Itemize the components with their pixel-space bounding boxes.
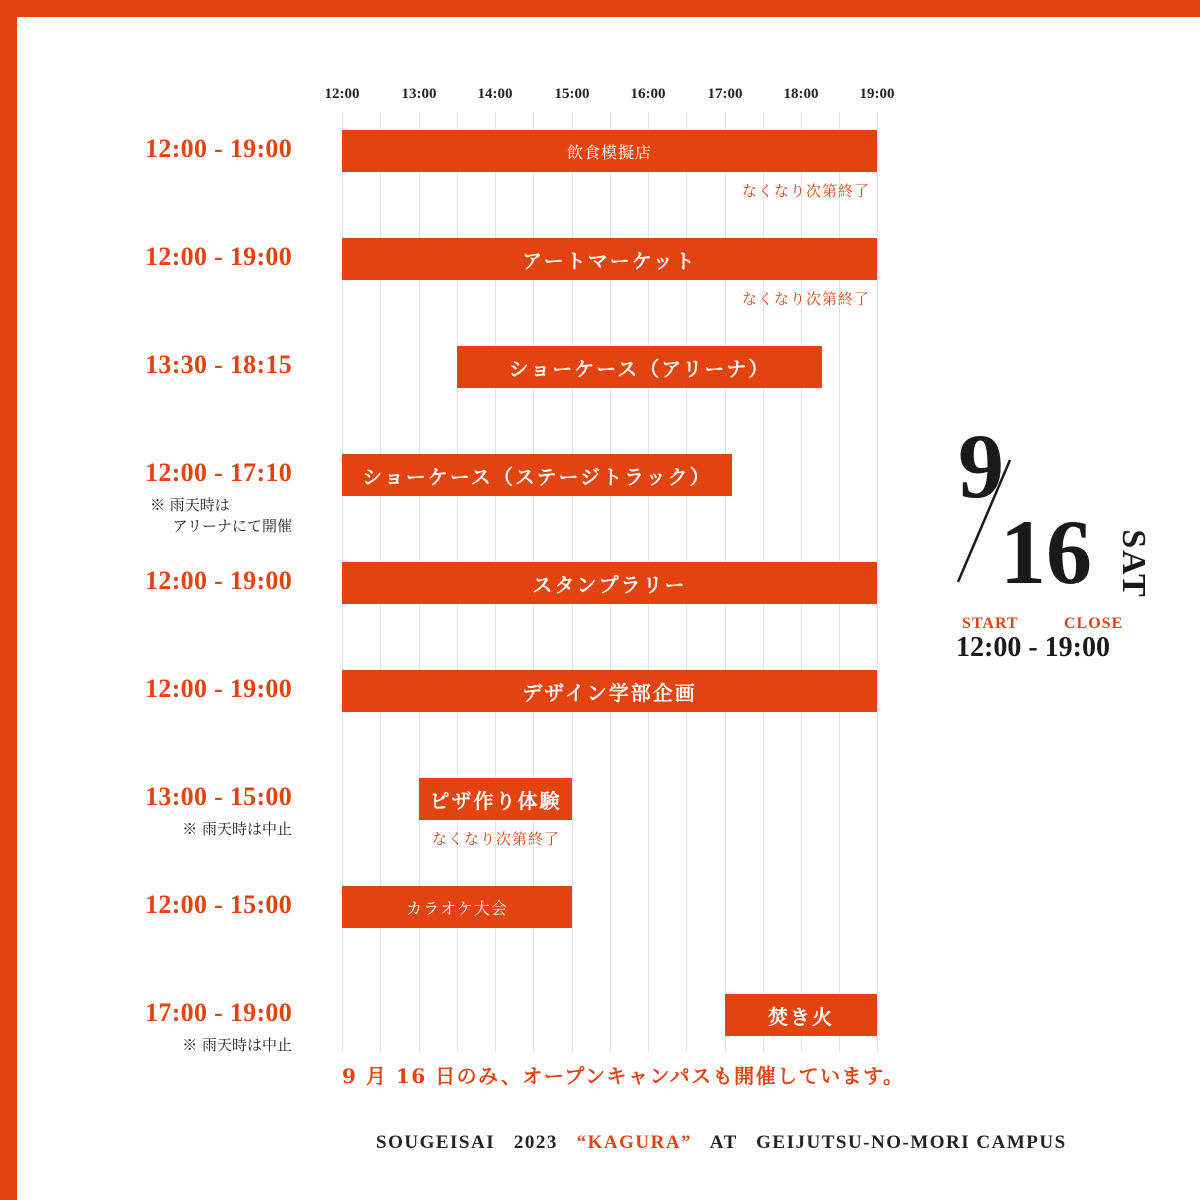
event-time-label: 13:00 - 15:00	[145, 782, 292, 811]
event-time-label: 12:00 - 19:00	[145, 134, 292, 163]
footer	[376, 1132, 1067, 1154]
event-time-label: 12:00 - 19:00	[145, 566, 292, 595]
event-bar-karaoke: カラオケ大会	[342, 886, 572, 928]
bar-note: なくなり次第終了	[742, 182, 871, 200]
footer-suffix: AT GEIJUTSU-NO-MORI CAMPUS	[692, 1132, 1067, 1153]
opening-hours: 12:00 - 19:00	[956, 632, 1110, 663]
open-campus-note: 9 月 16 日のみ、オープンキャンパスも開催しています。	[342, 1064, 905, 1088]
tick-label: 12:00	[324, 86, 360, 102]
bar-note: なくなり次第終了	[432, 830, 561, 848]
rain-note: ※ 雨天時は中止	[182, 820, 292, 838]
event-bar-stamp-rally: スタンプラリー	[342, 562, 877, 604]
event-bar-food-stalls: 飲食模擬店	[342, 130, 877, 172]
event-time-label: 13:30 - 18:15	[145, 350, 292, 379]
gridline	[877, 112, 878, 1052]
close-label: CLOSE	[1064, 615, 1124, 632]
tick-label: 16:00	[630, 86, 666, 102]
event-bar-pizza-making: ピザ作り体験	[419, 778, 572, 820]
event-time-label: 12:00 - 19:00	[145, 242, 292, 271]
bar-note: なくなり次第終了	[742, 290, 871, 308]
frame-top-border	[0, 0, 1200, 17]
date-month: 9	[958, 415, 1004, 517]
event-bar-bonfire: 焚き火	[725, 994, 877, 1036]
rain-note: ※ 雨天時は	[150, 496, 230, 514]
footer-festival-title: “KAGURA”	[576, 1132, 693, 1153]
rain-note: ※ 雨天時は中止	[182, 1036, 292, 1054]
event-bar-design-faculty: デザイン学部企画	[342, 670, 877, 712]
tick-label: 17:00	[707, 86, 743, 102]
event-time-label: 12:00 - 17:10	[145, 458, 292, 487]
tick-label: 19:00	[859, 86, 895, 102]
tick-label: 14:00	[477, 86, 513, 102]
tick-label: 18:00	[783, 86, 819, 102]
footer-prefix: SOUGEISAI 2023	[376, 1132, 577, 1153]
date-weekday: SAT	[1115, 529, 1152, 599]
event-bar-showcase-stage-truck: ショーケース（ステージトラック）	[342, 454, 732, 496]
event-time-label: 12:00 - 19:00	[145, 674, 292, 703]
tick-label: 15:00	[554, 86, 590, 102]
event-bar-showcase-arena: ショーケース（アリーナ）	[457, 346, 822, 388]
tick-label: 13:00	[401, 86, 437, 102]
event-bar-art-market: アートマーケット	[342, 238, 877, 280]
date-day: 16	[1000, 501, 1092, 603]
start-label: START	[962, 615, 1019, 632]
event-time-label: 17:00 - 19:00	[145, 998, 292, 1027]
rain-note: アリーナにて開催	[172, 517, 292, 535]
frame-left-border	[0, 0, 17, 1200]
event-time-label: 12:00 - 15:00	[145, 890, 292, 919]
